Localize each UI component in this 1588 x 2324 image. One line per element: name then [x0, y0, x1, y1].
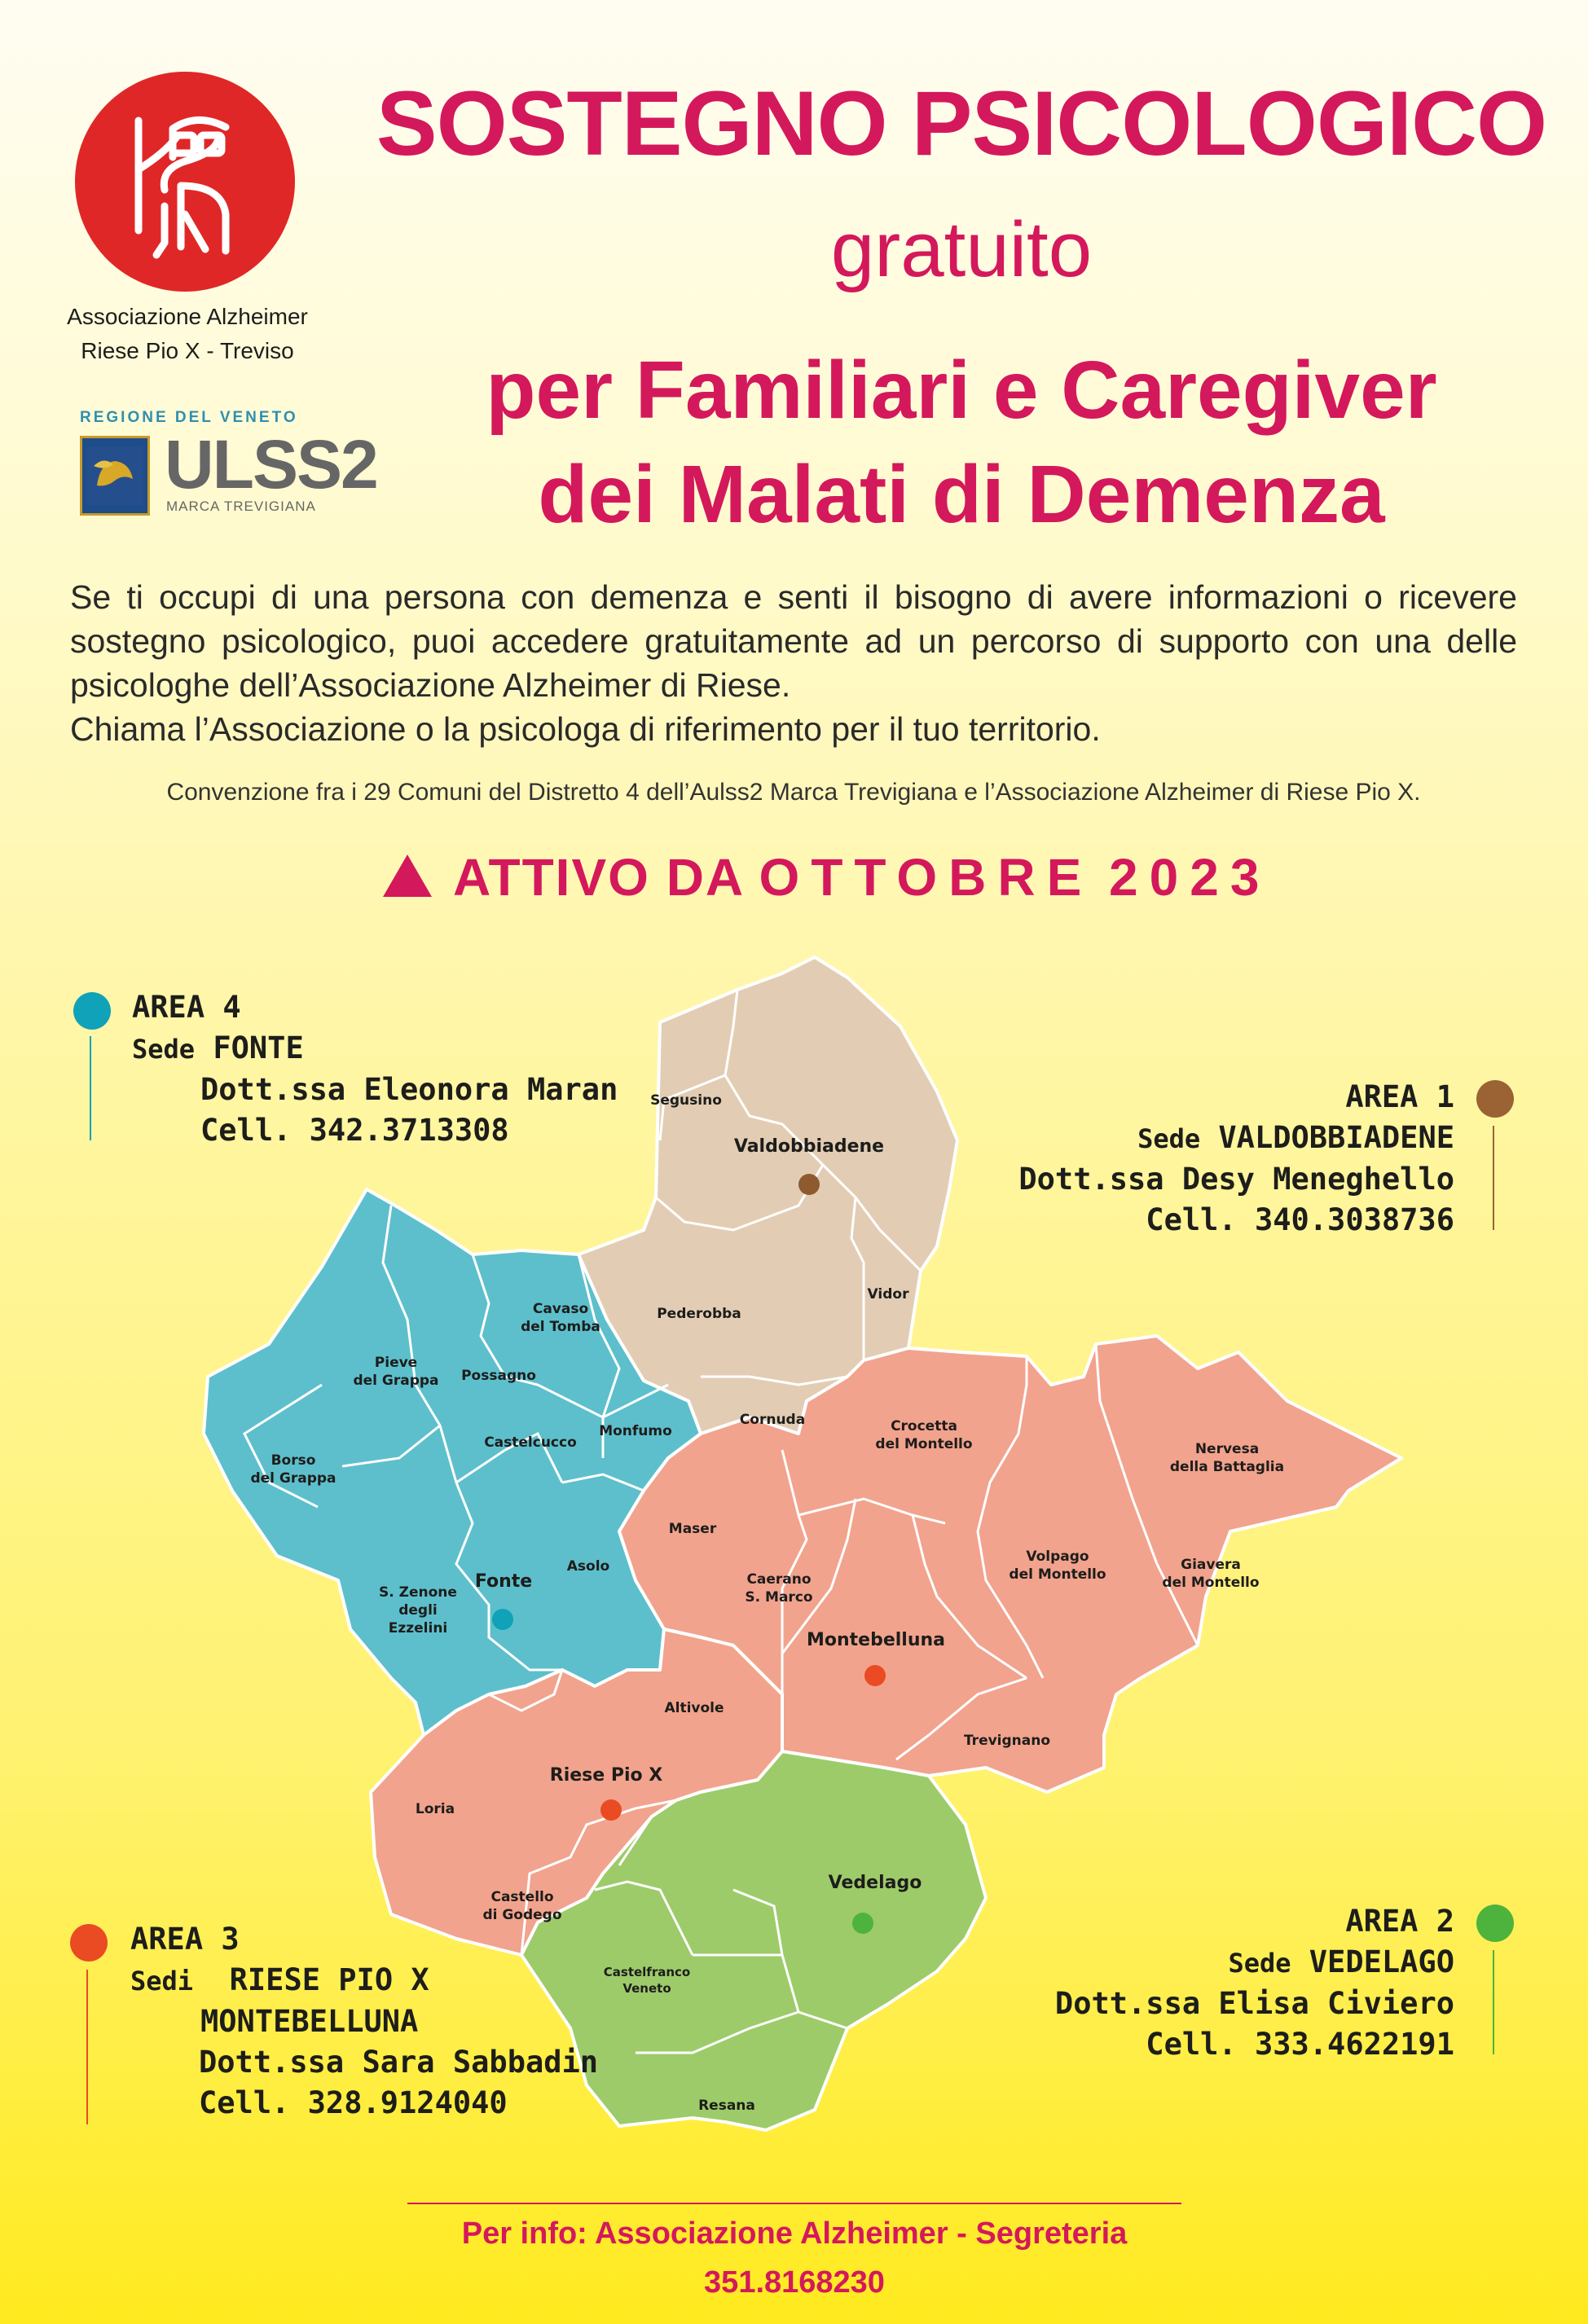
- intro-paragraph1: Se ti occupi di una persona con demenza e senti il bisogno di avere informazioni o ricevere sostegno psicologico, puoi accedere gratuitamente ad un percorso di supporto con una delle psicologhe dell’Associazione Alzheimer di Riese.: [70, 578, 1517, 704]
- label-borso-2: del Grappa: [250, 1470, 337, 1487]
- area1-label: AREA 1: [1345, 1079, 1454, 1114]
- label-castello-2: di Godego: [482, 1907, 562, 1923]
- valdobbiadene-dot: [798, 1174, 820, 1195]
- area4-info: [132, 987, 618, 1151]
- attivo-month: OTTOBRE: [759, 848, 1093, 907]
- attivo-year: 2023: [1109, 848, 1271, 907]
- label-castelcucco: Castelcucco: [484, 1434, 577, 1451]
- fonte-dot: [492, 1609, 513, 1630]
- area1-sede: VALDOBBIADENE: [1218, 1120, 1454, 1155]
- label-borso-1: Borso: [271, 1452, 316, 1469]
- area4-sede-prefix: Sede: [132, 1034, 196, 1065]
- label-vedelago: Vedelago: [828, 1873, 922, 1893]
- label-vidor: Vidor: [867, 1286, 909, 1303]
- area2-info: [1055, 1901, 1454, 2065]
- label-montebelluna: Montebelluna: [806, 1630, 946, 1650]
- area4-cell: Cell. 342.3713308: [200, 1113, 509, 1148]
- area1-doctor: Dott.ssa Desy Meneghello: [1018, 1162, 1454, 1197]
- label-castelfranco-1: Castelfranco: [603, 1965, 691, 1979]
- area3-sede: RIESE PIO X: [229, 1962, 429, 1997]
- association-logo: [75, 72, 295, 292]
- footer-info: Per info: Associazione Alzheimer - Segreteria 351.8168230: [461, 2216, 1128, 2300]
- page-title: SOSTEGNO PSICOLOGICO: [376, 72, 1547, 174]
- label-resana: Resana: [698, 2098, 755, 2114]
- label-szenone-3: Ezzelini: [388, 1620, 448, 1636]
- label-cavaso-1: Cavaso: [532, 1301, 589, 1317]
- area3-sede2: MONTEBELLUNA: [200, 2004, 419, 2039]
- label-riese: Riese Pio X: [549, 1765, 663, 1786]
- label-szenone-1: S. Zenone: [379, 1584, 457, 1601]
- area3-sede-prefix: Sedi: [130, 1966, 194, 1997]
- label-castello-1: Castello: [490, 1889, 554, 1905]
- attivo-banner: [383, 847, 1270, 907]
- label-pieve-2: del Grappa: [353, 1373, 439, 1389]
- label-giavera-1: Giavera: [1181, 1557, 1241, 1573]
- label-cornuda: Cornuda: [739, 1412, 806, 1428]
- area3-doctor: Dott.ssa Sara Sabbadin: [199, 2045, 599, 2080]
- area2-sede: VEDELAGO: [1309, 1944, 1454, 1979]
- area1-info: [1018, 1077, 1454, 1241]
- area2-doctor: Dott.ssa Elisa Civiero: [1054, 1986, 1454, 2021]
- area4-line: [90, 1036, 91, 1140]
- area1-cell: Cell. 340.3038736: [1146, 1202, 1454, 1237]
- ulss-subtitle: MARCA TREVIGIANA: [166, 499, 316, 514]
- convenzione-note: Convenzione fra i 29 Comuni del Distretto 4 dell’Aulss2 Marca Trevigiana e l’Associazione Alzheimer di Riese Pio X.: [166, 779, 1421, 806]
- label-volpago-2: del Montello: [1009, 1566, 1106, 1583]
- association-name: [33, 300, 342, 368]
- label-maser: Maser: [668, 1521, 717, 1537]
- label-loria: Loria: [415, 1801, 455, 1817]
- label-asolo: Asolo: [566, 1558, 610, 1575]
- label-pederobba: Pederobba: [657, 1306, 741, 1322]
- regione-lion-icon: [80, 436, 150, 516]
- label-altivole: Altivole: [664, 1700, 724, 1716]
- footer-divider: [407, 2203, 1181, 2204]
- label-trevignano: Trevignano: [963, 1733, 1051, 1749]
- label-crocetta-1: Crocetta: [891, 1418, 957, 1434]
- audience-line1: per Familiari e Caregiver: [486, 345, 1437, 436]
- area2-dot: [1476, 1904, 1514, 1942]
- area3-label: AREA 3: [130, 1922, 240, 1957]
- area3-line: [86, 1970, 88, 2124]
- label-caerano-2: S. Marco: [745, 1589, 813, 1606]
- label-cavaso-2: del Tomba: [521, 1319, 600, 1335]
- label-nervesa-2: della Battaglia: [1169, 1459, 1285, 1475]
- attivo-prefix: ATTIVO DA: [453, 848, 743, 907]
- area3-cell: Cell. 328.9124040: [199, 2085, 508, 2120]
- label-possagno: Possagno: [461, 1368, 536, 1384]
- label-castelfranco-2: Veneto: [622, 1981, 671, 1996]
- page-subtitle: gratuito: [830, 206, 1093, 293]
- label-segusino: Segusino: [650, 1092, 722, 1109]
- person-glasses-icon: [75, 72, 295, 292]
- triangle-icon: [383, 854, 432, 897]
- area2-label: AREA 2: [1345, 1904, 1454, 1939]
- label-nervesa-1: Nervesa: [1194, 1441, 1260, 1457]
- area2-cell: Cell. 333.4622191: [1146, 2027, 1454, 2062]
- area2-line: [1493, 1950, 1494, 2054]
- label-crocetta-2: del Montello: [875, 1436, 973, 1452]
- area1-sede-prefix: Sede: [1137, 1123, 1201, 1154]
- intro-paragraph2: Chiama l’Associazione o la psicologa di riferimento per il tuo territorio.: [70, 710, 1101, 748]
- area4-sede: FONTE: [213, 1030, 304, 1065]
- area4-dot: [73, 992, 111, 1030]
- area4-doctor: Dott.ssa Eleonora Maran: [200, 1072, 618, 1107]
- association-name-line2: Riese Pio X - Treviso: [81, 338, 294, 363]
- area2-sede-prefix: Sede: [1228, 1948, 1291, 1979]
- label-szenone-2: degli: [398, 1602, 438, 1619]
- label-caerano-1: Caerano: [746, 1571, 812, 1588]
- label-valdobbiadene: Valdobbiadene: [733, 1136, 885, 1157]
- ulss-logo-text: ULSS2: [165, 426, 377, 503]
- label-giavera-2: del Montello: [1162, 1575, 1260, 1591]
- area3-dot: [70, 1924, 108, 1962]
- vedelago-dot: [852, 1913, 873, 1934]
- audience-line2: dei Malati di Demenza: [538, 449, 1385, 540]
- montebelluna-dot: [864, 1665, 886, 1686]
- label-pieve-1: Pieve: [374, 1355, 418, 1371]
- area3-info: [130, 1919, 598, 2124]
- regione-label: REGIONE DEL VENETO: [80, 409, 298, 426]
- association-name-line1: Associazione Alzheimer: [67, 304, 308, 329]
- label-volpago-1: Volpago: [1026, 1549, 1089, 1565]
- area1-line: [1493, 1126, 1494, 1230]
- riese-dot: [600, 1799, 622, 1821]
- label-monfumo: Monfumo: [599, 1423, 672, 1439]
- area1-dot: [1476, 1080, 1514, 1118]
- area4-label: AREA 4: [132, 990, 241, 1025]
- intro-text: [70, 575, 1517, 751]
- label-fonte: Fonte: [474, 1571, 533, 1592]
